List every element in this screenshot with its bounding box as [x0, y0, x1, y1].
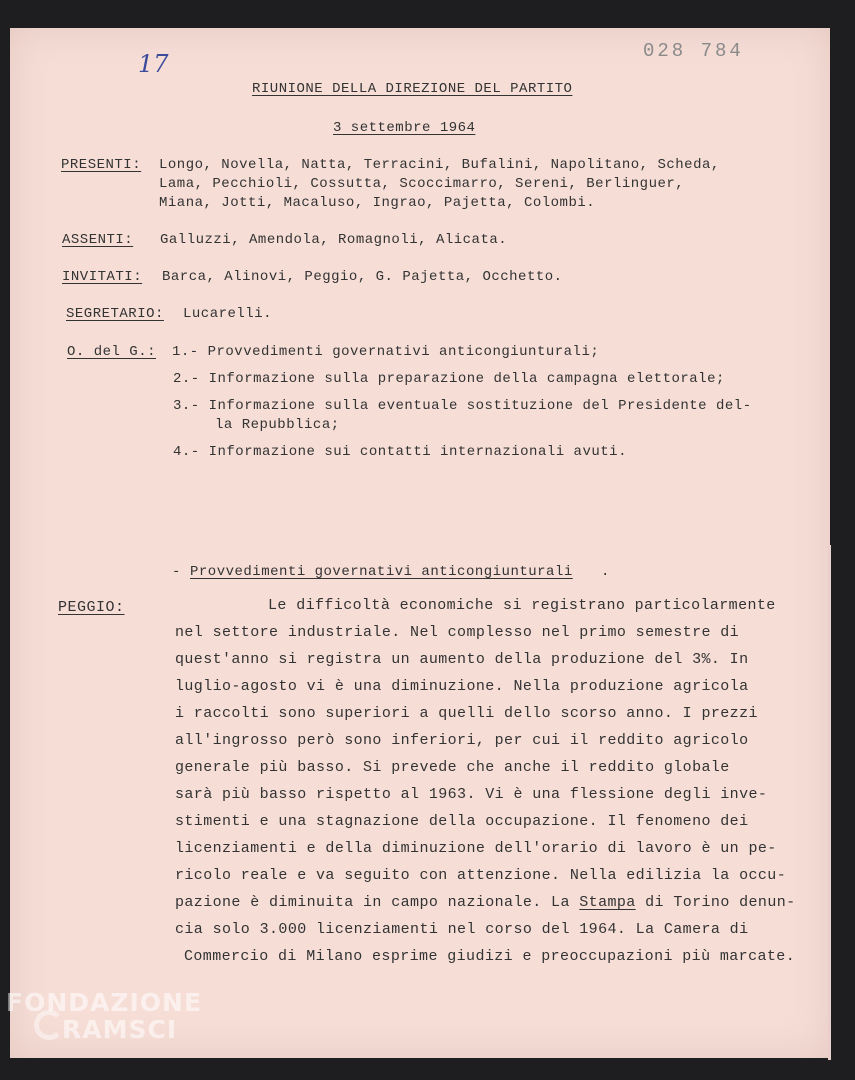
body-line: nel settore industriale. Nel complesso nel primo semestre di [175, 624, 740, 641]
odg-label: O. del G.: [67, 344, 157, 360]
body-text: di Torino denun- [645, 894, 796, 911]
odg-item: 3.- Informazione sulla eventuale sostituzione del Presidente del- [173, 398, 752, 414]
page-edge [828, 545, 831, 1060]
segretario-label: SEGRETARIO: [66, 306, 164, 322]
speaker-label: PEGGIO: [58, 599, 125, 616]
body-text: pazione è diminuita in campo nazionale. La [175, 894, 570, 911]
watermark-logo-icon [34, 1010, 64, 1040]
invitati-label: INVITATI: [62, 269, 143, 285]
section-period: . [601, 564, 610, 580]
body-line: stimenti e una stagnazione della occupazione. Il fenomeno dei [175, 813, 749, 830]
body-line: i raccolti sono superiori a quelli dello scorso anno. I prezzi [175, 705, 758, 722]
body-line: all'ingrosso però sono inferiori, per cui il reddito agricolo [175, 732, 749, 749]
archive-number: 028 784 [643, 40, 744, 62]
document-title: RIUNIONE DELLA DIREZIONE DEL PARTITO [252, 81, 573, 97]
assenti-value: Galluzzi, Amendola, Romagnoli, Alicata. [160, 232, 508, 248]
document-date: 3 settembre 1964 [333, 120, 476, 136]
body-line: quest'anno si registra un aumento della produzione del 3%. In [175, 651, 749, 668]
assenti-label: ASSENTI: [62, 232, 134, 248]
presenti-line: Lama, Pecchioli, Cossutta, Scoccimarro, Sereni, Berlinguer, [159, 176, 685, 192]
odg-item: 4.- Informazione sui contatti internazionali avuti. [173, 444, 627, 460]
body-line: luglio-agosto vi è una diminuzione. Nella produzione agricola [175, 678, 749, 695]
body-line: sarà più basso rispetto al 1963. Vi è una flessione degli inve- [175, 786, 768, 803]
handwritten-page-number: 17 [138, 50, 169, 78]
presenti-label: PRESENTI: [61, 157, 142, 173]
presenti-line: Longo, Novella, Natta, Terracini, Bufalini, Napolitano, Scheda, [159, 157, 720, 173]
odg-item: 2.- Informazione sulla preparazione della campagna elettorale; [173, 371, 725, 387]
watermark-line1: FONDAZIONE [6, 988, 203, 1017]
presenti-line: Miana, Jotti, Macaluso, Ingrao, Pajetta, Colombi. [159, 195, 596, 211]
section-heading: Provvedimenti governativi anticongiunturali [190, 564, 573, 580]
section-dash: - [172, 564, 181, 580]
odg-item: 1.- Provvedimenti governativi anticongiunturali; [172, 344, 600, 360]
body-line [175, 893, 796, 913]
invitati-value: Barca, Alinovi, Peggio, G. Pajetta, Occhetto. [162, 269, 563, 285]
segretario-value: Lucarelli. [183, 306, 273, 322]
body-line: Commercio di Milano esprime giudizi e preoccupazioni più marcate. [184, 948, 796, 965]
body-line: Le difficoltà economiche si registrano particolarmente [268, 597, 776, 614]
newspaper-name: Stampa [579, 894, 636, 911]
odg-item-continuation: la Repubblica; [215, 417, 340, 433]
body-line: cia solo 3.000 licenziamenti nel corso del 1964. La Camera di [175, 921, 749, 938]
body-line: ricolo reale e va seguito con attenzione. Nella edilizia la occu- [175, 867, 787, 884]
body-line: licenziamenti e della diminuzione dell'orario di lavoro è un pe- [175, 840, 777, 857]
body-line: generale più basso. Si prevede che anche il reddito globale [175, 759, 730, 776]
watermark-line2: RAMSCI [62, 1015, 178, 1044]
